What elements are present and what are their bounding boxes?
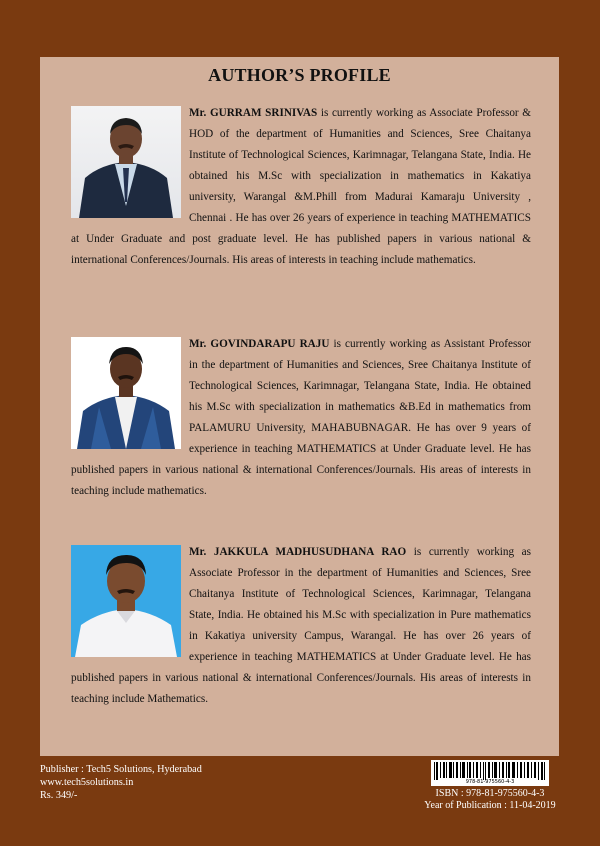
book-price: Rs. 349/- <box>40 790 78 801</box>
author-photo-1 <box>71 106 181 218</box>
isbn-block <box>420 760 560 812</box>
author-profile-1 <box>71 103 531 271</box>
publisher-website: www.tech5solutions.in <box>40 777 134 788</box>
author-profile-2 <box>71 334 531 502</box>
isbn-barcode <box>431 760 549 786</box>
author-profile-3 <box>71 542 531 710</box>
barcode-digits: 978-81-975560-4-3 <box>465 779 515 785</box>
publisher-info <box>40 763 202 802</box>
author-bio-2: is currently working as Assistant Professor in the department of Humanities and Sciences, Sree Chaitanya Institute of Technological Sciences, Karimnagar, Telangana State, India. He obtained his M.Sc with specialization in mathematics &B.Ed in mathematics from PALAMURU University, MAHABUBNAGAR. He has over 9 years of experience in teaching MATHEMATICS at Under Graduate level. He has published papers in various national & international Conferences/Journals. His areas of interests in teaching include mathematics. <box>71 338 531 497</box>
author-photo-2 <box>71 337 181 449</box>
isbn-number: ISBN : 978-81-975560-4-3 <box>435 788 545 799</box>
profile-panel <box>40 57 559 756</box>
page-title: AUTHOR’S PROFILE <box>208 65 391 85</box>
author-bio-3: is currently working as Associate Professor in the department of Humanities and Sciences, Sree Chaitanya Institute of Technological Sciences, Karimnagar, Telangana State, India. He obtained his M.Sc with specialization in Pure mathematics in Kakatiya university Campus, Warangal. He has over 26 years of experience in teaching MATHEMATICS at Under Graduate level. He has published papers in various national & international Conferences/Journals. His areas of interests in teaching include Mathematics. <box>71 546 532 705</box>
author-name-3: Mr. JAKKULA MADHUSUDHANA RAO <box>189 546 407 558</box>
author-name-2: Mr. GOVINDARAPU RAJU <box>189 338 330 350</box>
publisher-name: Publisher : Tech5 Solutions, Hyderabad <box>40 764 202 775</box>
author-bio-1: is currently working as Associate Professor & HOD of the department of Humanities and Sciences, Sree Chaitanya Institute of Technological Sciences, Karimnagar, Telangana State, India. He obtained his M.Sc with specialization in mathematics in Kakatiya university, Warangal &M.Phill from Madurai Kamaraju University , Chennai . He has over 26 years of experience in teaching MATHEMATICS at Under Graduate and post graduate level. He has published papers in various national & international Conferences/Journals. His areas of interests in teaching include mathematics. <box>71 107 531 266</box>
author-name-1: Mr. GURRAM SRINIVAS <box>189 107 318 119</box>
publication-date: Year of Publication : 11-04-2019 <box>424 800 556 811</box>
author-photo-3 <box>71 545 181 657</box>
barcode-bars <box>431 760 549 780</box>
